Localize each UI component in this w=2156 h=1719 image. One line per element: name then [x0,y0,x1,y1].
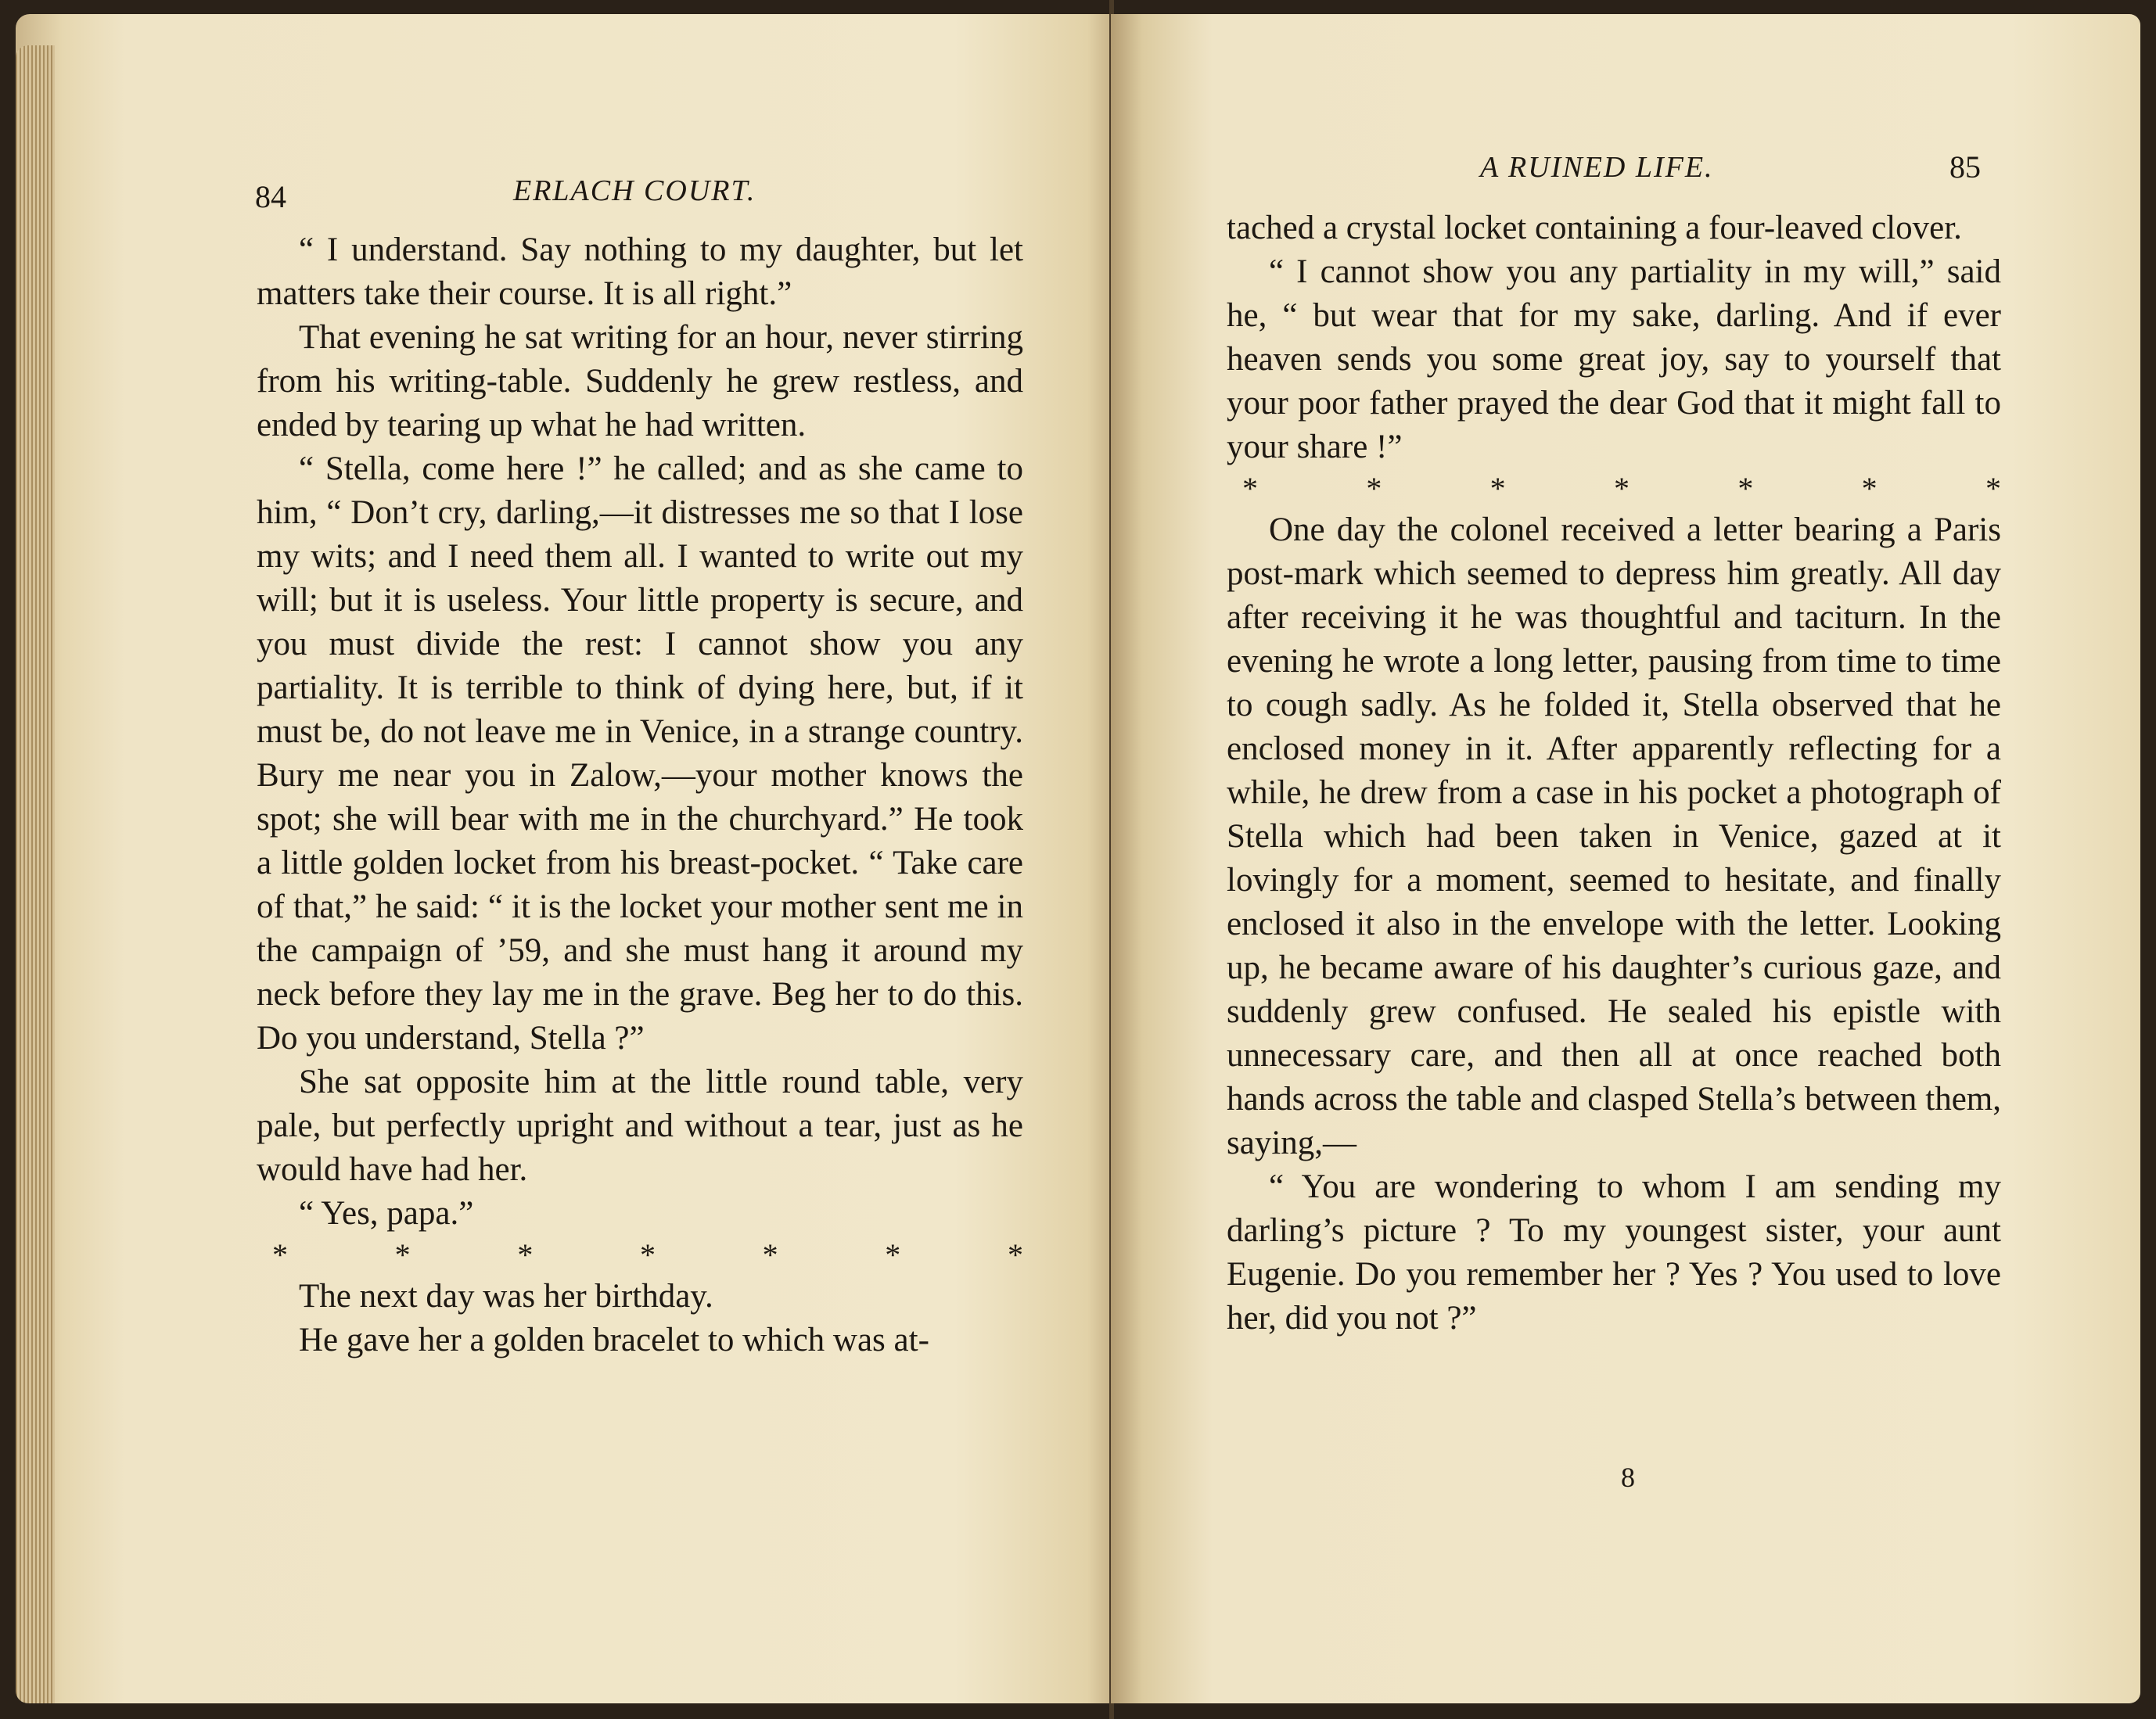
paragraph: That evening he sat writing for an hour, never stirring from his writing-table. Suddenly he grew restless, and ended by tearing up what he had written. [257,319,1023,443]
section-break-stars [257,1236,1023,1275]
star: * [394,1237,411,1272]
paragraph: The next day was her birthday. [299,1278,713,1315]
star: * [272,1237,288,1272]
star: * [1613,471,1630,506]
star: * [517,1237,534,1272]
paragraph: One day the colonel received a letter bearing a Paris post-mark which seemed to depress him greatly. All day after receiving it he was thoughtful and taciturn. In the evening he wrote a long letter, pausing from time to time to cough sadly. As he folded it, Stella observed that he enclosed money in it. After apparently reflecting for a while, he drew from a case in his pocket a photograph of Stella which had been taken in Venice, gazed at it lovingly for a moment, seemed to hesitate, and finally enclosed it also in the envelope with the letter. Looking up, he became aware of his daughter’s curious gaze, and suddenly grew confused. He sealed his epistle with unnecessary care, and then all at once reached both hands across the table and clasped Stella’s between them, saying,— [1227,511,2001,1161]
star: * [1242,471,1258,506]
paragraph: “ I cannot show you any partiality in my will,” said he, “ but wear that for my sake, darling. And if ever heaven sends you some great joy, say to yourself that your poor father prayed the dear God that it might fall to your share !” [1227,253,2001,465]
right-page-number: 85 [1949,149,1981,185]
paragraph: “ Stella, come here !” he called; and as she came to him, “ Don’t cry, darling,—it distresses me so that I lose my wits; and I need them all. I wanted to write out my will; but it is useless. Your little property is secure, and you must divide the rest: I cannot show you any partiality. It is terrible to think of dying here, but, if it must be, do not leave me in Venice, in a strange country. Bury me near you in Zalow,—your mother knows the spot; she will bear with me in the churchyard.” He took a little golden locket from his breast-pocket. “ Take care of that,” he said: “ it is the locket your mother sent me in the campaign of ’59, and she must hang it around my neck before they lay me in the grave. Beg her to do this. Do you understand, Stella ?” [257,450,1023,1057]
paragraph: She sat opposite him at the little round table, very pale, but perfectly upright and without a tear, just as he would have had her. [257,1064,1023,1188]
section-break-stars [1227,469,2001,508]
star: * [1007,1237,1023,1272]
paragraph: “ I understand. Say nothing to my daughter, but let matters take their course. It is all right.” [257,231,1023,312]
right-page-text [1227,206,2001,1340]
paragraph: He gave her a golden bracelet to which was at- [299,1322,929,1358]
star: * [1985,471,2001,506]
star: * [1489,471,1506,506]
star: * [639,1237,656,1272]
paragraph: “ You are wondering to whom I am sending my darling’s picture ? To my youngest sister, your aunt Eugenie. Do you remember her ? Yes ? You used to love her, did you not ?” [1227,1168,2001,1337]
left-running-head: ERLACH COURT. [513,174,756,207]
paragraph: tached a crystal locket containing a four-leaved clover. [1227,210,1962,246]
star: * [1861,471,1878,506]
star: * [1737,471,1754,506]
star: * [885,1237,901,1272]
paragraph: “ Yes, papa.” [299,1195,474,1232]
star: * [762,1237,778,1272]
right-running-head: A RUINED LIFE. [1480,151,1714,184]
star: * [1366,471,1382,506]
left-page-text [257,228,1023,1362]
left-page-number: 84 [255,179,286,214]
signature-mark: 8 [1621,1462,1635,1493]
page-edges [16,45,55,1703]
